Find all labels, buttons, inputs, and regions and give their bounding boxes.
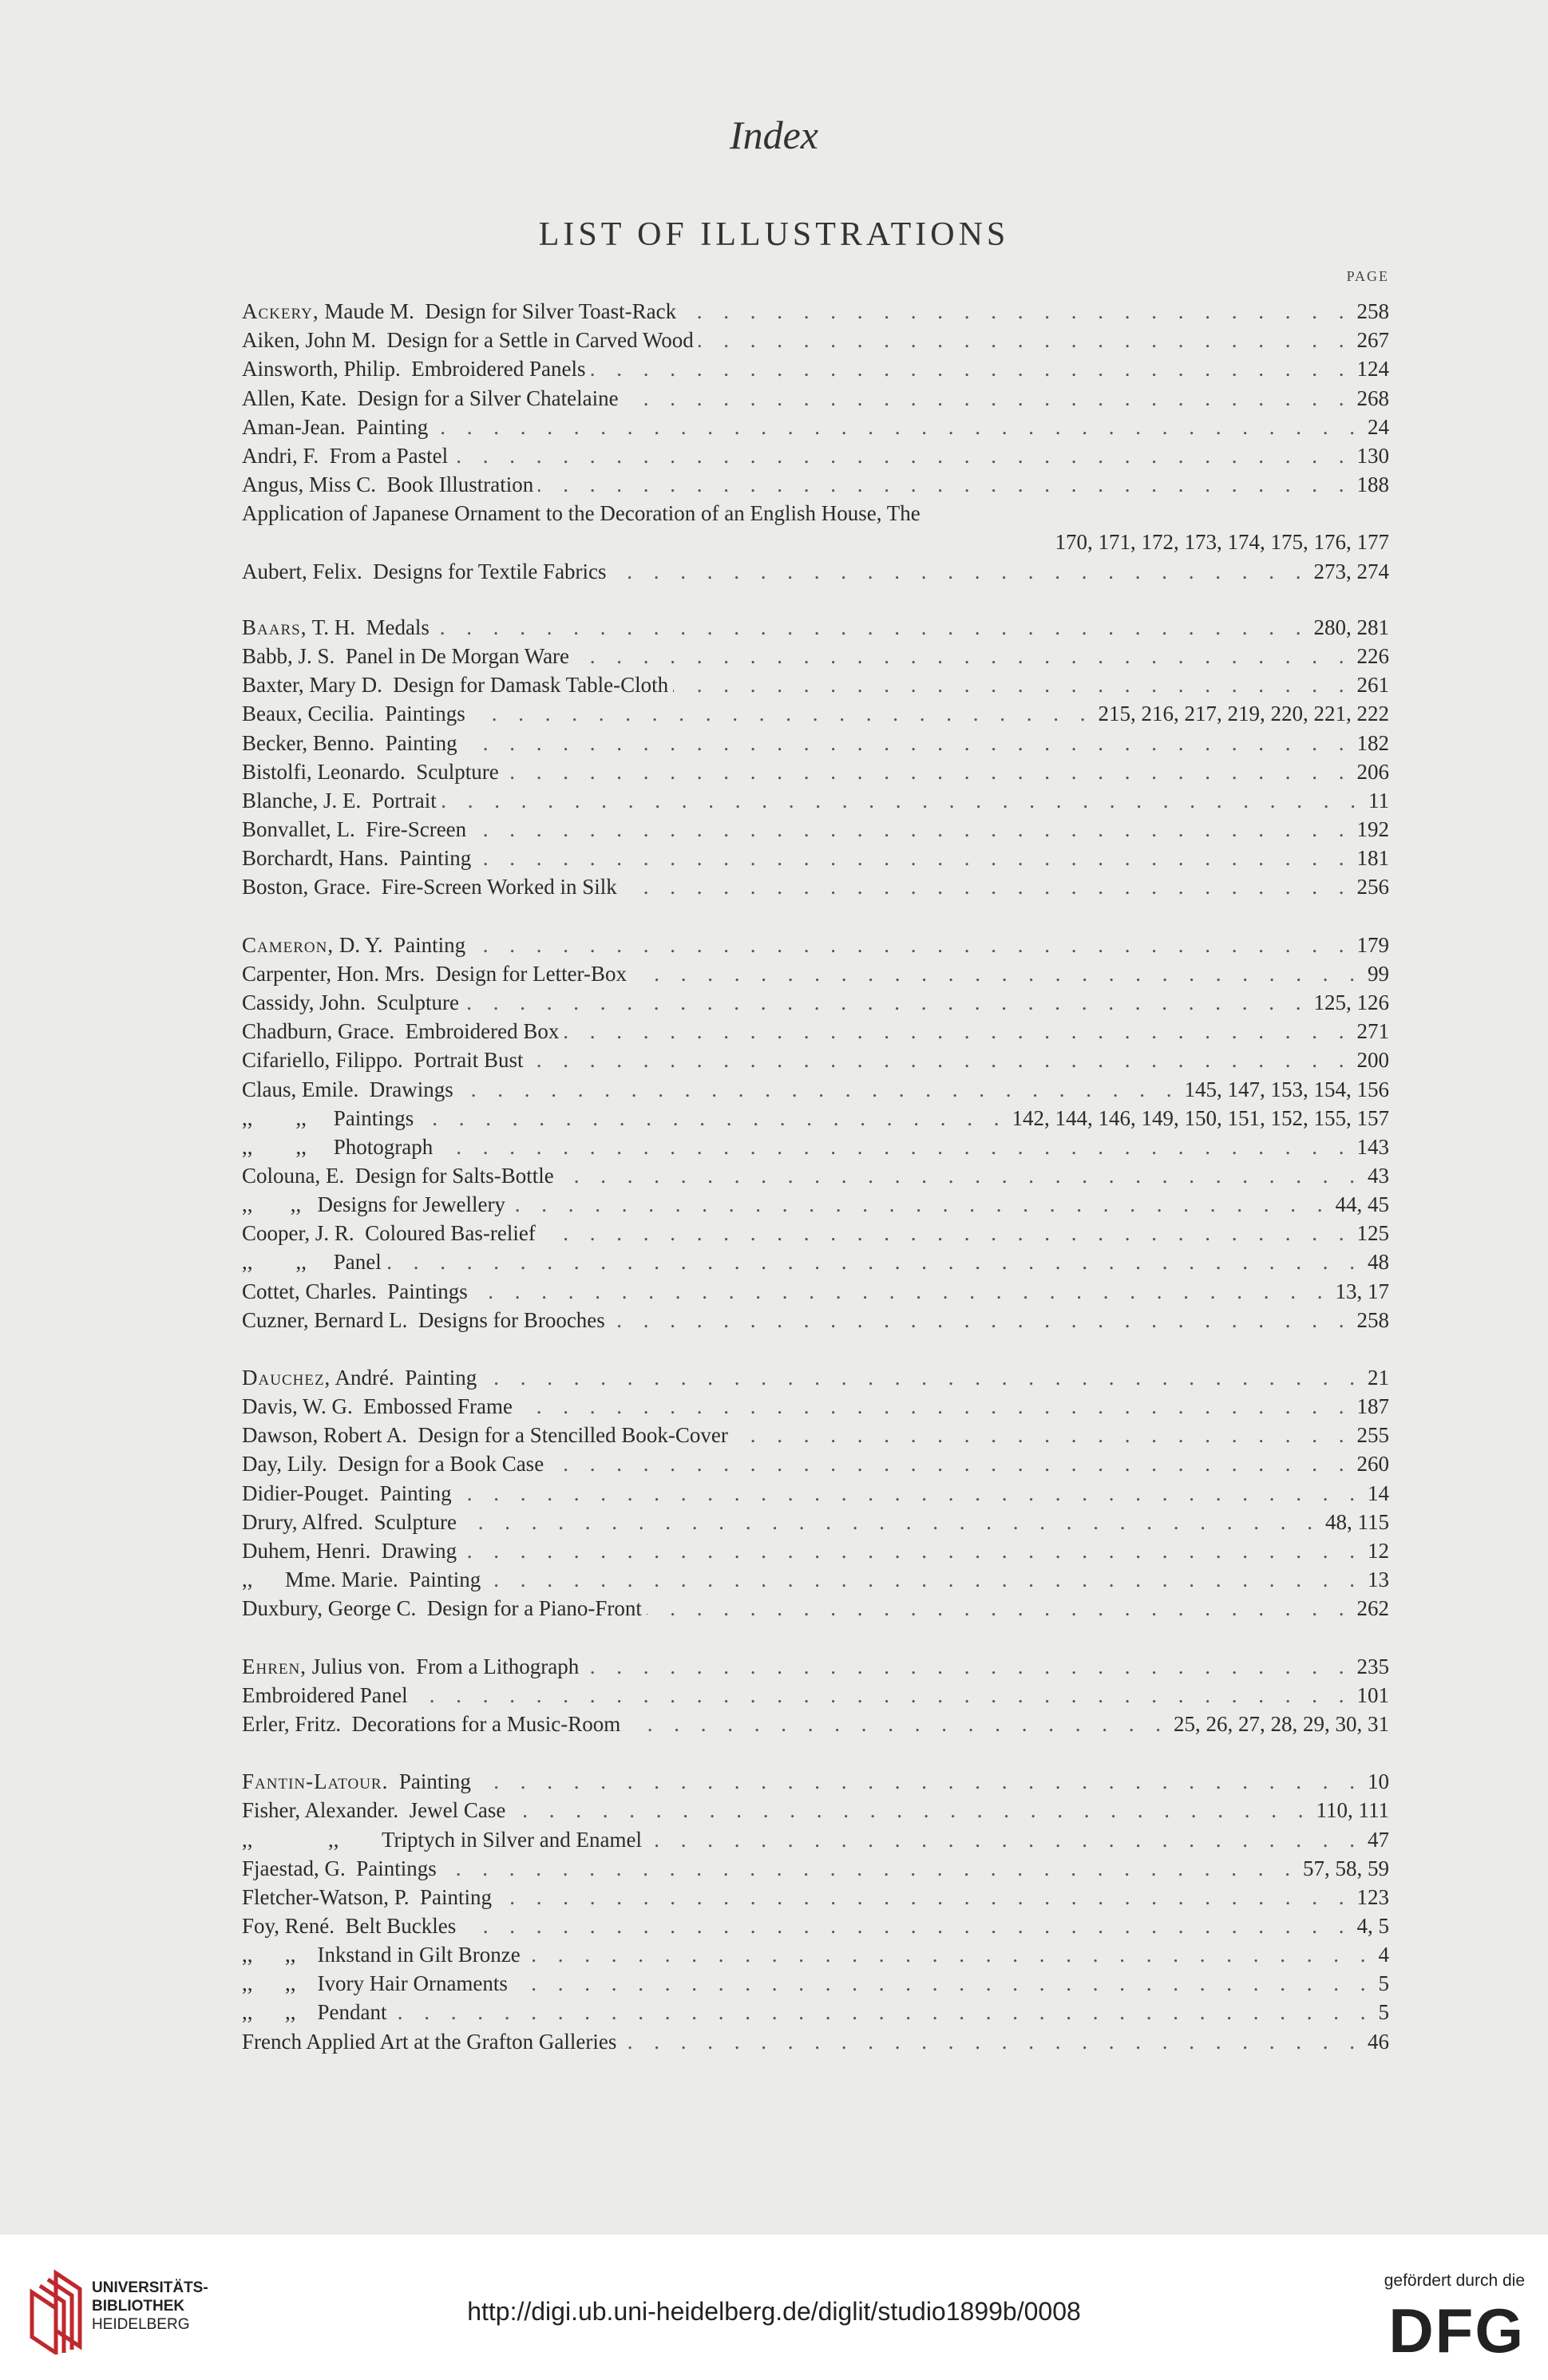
entry-surname: Ackery, xyxy=(242,299,319,323)
entry-description: Painting xyxy=(388,1769,471,1793)
list-item xyxy=(242,1133,1389,1161)
dot-leader xyxy=(470,931,1352,959)
list-item xyxy=(242,931,1389,959)
entry-pages: 181 xyxy=(1356,846,1389,870)
entry-label: Blanche, J. E. Portrait xyxy=(242,789,437,812)
page-column-label: PAGE xyxy=(1346,268,1389,284)
list-item xyxy=(242,959,1389,988)
list-item xyxy=(242,1796,1389,1825)
entry-label: Becker, Benno. Painting xyxy=(242,731,457,755)
entry-pages: 182 xyxy=(1356,731,1389,755)
dot-leader xyxy=(457,1479,1363,1508)
list-item xyxy=(242,1479,1389,1508)
library-name-line1: UNIVERSITÄTS- xyxy=(92,2279,208,2296)
list-item xyxy=(242,757,1389,786)
entry-pages: 235 xyxy=(1356,1655,1389,1678)
dot-leader xyxy=(647,1594,1352,1623)
dot-leader xyxy=(461,1536,1363,1565)
entry-label: Duhem, Henri. Drawing xyxy=(242,1539,457,1563)
entry-pages: 142, 144, 146, 149, 150, 151, 152, 155, 157 xyxy=(1012,1106,1389,1130)
entry-pages: 24 xyxy=(1368,415,1389,439)
entry-label xyxy=(242,931,465,959)
list-item xyxy=(242,872,1389,901)
list-item xyxy=(242,1449,1389,1478)
dot-leader xyxy=(471,815,1352,844)
entry-label: Aman-Jean. Painting xyxy=(242,415,429,439)
entry-pages: 187 xyxy=(1356,1394,1389,1418)
entry-pages: 258 xyxy=(1356,299,1389,323)
entry-label: ,, ,, Ivory Hair Ornaments xyxy=(242,1971,508,1995)
entry-label: Carpenter, Hon. Mrs. Design for Letter-Box xyxy=(242,962,628,986)
dot-leader xyxy=(513,1969,1374,1998)
entry-label: Didier-Pouget. Painting xyxy=(242,1481,452,1505)
entry-pages: 145, 147, 153, 154, 156 xyxy=(1184,1077,1389,1101)
list-item xyxy=(242,1392,1389,1421)
entry-label: Boston, Grace. Fire-Screen Worked in Silk xyxy=(242,875,617,899)
list-item xyxy=(242,2027,1389,2056)
dot-leader xyxy=(476,844,1352,872)
entry-pages: 110, 111 xyxy=(1316,1798,1389,1822)
entry-pages: 48 xyxy=(1368,1250,1389,1274)
dot-leader xyxy=(413,1681,1352,1710)
entry-label: Cuzner, Bernard L. Designs for Brooches xyxy=(242,1308,605,1332)
dot-leader xyxy=(681,297,1352,326)
entry-pages: 14 xyxy=(1368,1481,1389,1505)
dot-leader xyxy=(624,384,1352,413)
list-item xyxy=(242,1681,1389,1710)
list-item xyxy=(242,1969,1389,1998)
entry-label: Foy, René. Belt Buckles xyxy=(242,1914,457,1938)
entry-label: Beaux, Cecilia. Paintings xyxy=(242,702,465,725)
list-item xyxy=(242,1883,1389,1912)
entry-label xyxy=(242,297,676,326)
running-head: Index xyxy=(729,113,819,157)
entry-pages: 192 xyxy=(1356,817,1389,841)
list-item xyxy=(242,1277,1389,1306)
entry-pages: 124 xyxy=(1356,357,1389,381)
list-item xyxy=(242,528,1389,556)
list-item xyxy=(242,1247,1389,1276)
entry-pages: 188 xyxy=(1356,472,1389,496)
list-item xyxy=(242,1075,1389,1104)
dot-leader xyxy=(647,1825,1363,1854)
list-item xyxy=(242,1594,1389,1623)
list-item xyxy=(242,1306,1389,1334)
dot-leader xyxy=(392,1998,1374,2026)
dot-leader xyxy=(476,1767,1363,1796)
entry-pages: 267 xyxy=(1356,328,1389,352)
entry-label: Cottet, Charles. Paintings xyxy=(242,1279,468,1303)
list-item xyxy=(242,1161,1389,1190)
dot-leader xyxy=(481,1363,1363,1392)
list-item xyxy=(242,1998,1389,2026)
list-item xyxy=(242,1104,1389,1133)
list-item xyxy=(242,670,1389,699)
entry-pages: 123 xyxy=(1356,1885,1389,1909)
list-item xyxy=(242,786,1389,815)
entry-label xyxy=(242,613,430,642)
entry-label: Bistolfi, Leonardo. Sculpture xyxy=(242,760,499,784)
dot-leader xyxy=(470,699,1094,728)
dot-leader xyxy=(441,786,1364,815)
library-name-line3: HEIDELBERG xyxy=(92,2316,190,2333)
dot-leader xyxy=(473,1277,1331,1306)
entry-label: Embroidered Panel xyxy=(242,1683,408,1707)
entry-description: Julius von. From a Lithograph xyxy=(306,1655,580,1678)
entry-pages: 215, 216, 217, 219, 220, 221, 222 xyxy=(1098,702,1389,725)
dot-leader xyxy=(437,1133,1352,1161)
dot-leader xyxy=(540,1219,1352,1247)
entry-pages: 273, 274 xyxy=(1313,559,1389,583)
entry-pages: 10 xyxy=(1368,1769,1389,1793)
list-item xyxy=(242,642,1389,670)
sponsor-note: gefördert durch die xyxy=(1384,2271,1525,2290)
library-name-line2: BIBLIOTHEK xyxy=(92,2298,185,2315)
entry-pages: 256 xyxy=(1356,875,1389,899)
entry-description: André. Painting xyxy=(331,1366,477,1390)
entry-label: ,, ,, Paintings xyxy=(242,1106,414,1130)
list-item xyxy=(242,1508,1389,1536)
entry-pages: 125, 126 xyxy=(1313,990,1389,1014)
dot-leader xyxy=(625,1710,1169,1738)
entry-pages: 99 xyxy=(1368,962,1389,986)
dot-leader xyxy=(621,2027,1363,2056)
list-item xyxy=(242,297,1389,326)
entry-label xyxy=(242,1767,471,1796)
entry-pages: 130 xyxy=(1356,444,1389,468)
list-item xyxy=(242,1190,1389,1219)
entry-label: Bonvallet, L. Fire-Screen xyxy=(242,817,467,841)
list-item xyxy=(242,354,1389,383)
entry-pages: 271 xyxy=(1356,1019,1389,1043)
entry-label: Babb, J. S. Panel in De Morgan Ware xyxy=(242,644,570,668)
entry-pages: 13, 17 xyxy=(1335,1279,1389,1303)
list-item xyxy=(242,557,1389,586)
entry-label: ,, ,, Photograph xyxy=(242,1135,434,1159)
entry-label: Fjaestad, G. Paintings xyxy=(242,1856,437,1880)
dot-leader xyxy=(464,988,1309,1017)
dot-leader xyxy=(574,642,1352,670)
dot-leader xyxy=(673,670,1352,699)
entry-pages: 5 xyxy=(1378,1971,1389,1995)
list-item xyxy=(242,844,1389,872)
list-item xyxy=(242,1536,1389,1565)
entry-label: Borchardt, Hans. Painting xyxy=(242,846,472,870)
entry-pages: 262 xyxy=(1356,1596,1389,1620)
list-item xyxy=(242,729,1389,757)
entry-label: Chadburn, Grace. Embroidered Box xyxy=(242,1019,560,1043)
entry-label: Erler, Fritz. Decorations for a Music-Room xyxy=(242,1712,621,1736)
entry-pages: 43 xyxy=(1368,1164,1389,1188)
entry-label: ,, Mme. Marie. Painting xyxy=(242,1568,481,1591)
entry-pages: 258 xyxy=(1356,1308,1389,1332)
dot-leader xyxy=(462,729,1352,757)
dot-leader xyxy=(631,959,1363,988)
entry-label: Day, Lily. Design for a Book Case xyxy=(242,1452,544,1476)
entry-label: Duxbury, George C. Design for a Piano-Front xyxy=(242,1596,642,1620)
entry-pages: 179 xyxy=(1356,933,1389,957)
entry-label: Cooper, J. R. Coloured Bas-relief xyxy=(242,1221,536,1245)
dot-leader xyxy=(386,1247,1363,1276)
list-item xyxy=(242,1219,1389,1247)
entry-pages: 268 xyxy=(1356,386,1389,410)
list-item xyxy=(242,1710,1389,1738)
dot-leader xyxy=(504,757,1352,786)
list-item xyxy=(242,1363,1389,1392)
entry-label: Davis, W. G. Embossed Frame xyxy=(242,1394,513,1418)
dot-leader xyxy=(434,613,1309,642)
entry-label xyxy=(242,1652,579,1681)
entry-label: ,, ,, Inkstand in Gilt Bronze xyxy=(242,1943,521,1967)
list-item xyxy=(242,815,1389,844)
entry-label: Cifariello, Filippo. Portrait Bust xyxy=(242,1048,524,1072)
source-url-link[interactable]: http://digi.ub.uni-heidelberg.de/diglit/studio1899b/0008 xyxy=(467,2297,1081,2326)
dot-leader xyxy=(699,326,1352,354)
entry-label: Angus, Miss C. Book Illustration xyxy=(242,472,534,496)
entry-pages: 13 xyxy=(1368,1568,1389,1591)
list-item xyxy=(242,1565,1389,1594)
dot-leader xyxy=(453,441,1352,470)
dot-leader xyxy=(433,413,1363,441)
entry-label: Dawson, Robert A. Design for a Stencilled Book-Cover xyxy=(242,1423,728,1447)
dot-leader xyxy=(538,470,1352,499)
entry-label: Drury, Alfred. Sculpture xyxy=(242,1510,457,1534)
entry-label: Aubert, Felix. Designs for Textile Fabrics xyxy=(242,559,607,583)
dot-leader xyxy=(510,1190,1331,1219)
footer xyxy=(0,2235,1548,2380)
entry-label: ,, ,, Panel xyxy=(242,1250,382,1274)
entry-label: Application of Japanese Ornament to the Decoration of an English House, The xyxy=(242,501,920,525)
list-item xyxy=(242,1017,1389,1046)
list-item xyxy=(242,1912,1389,1940)
entry-label: French Applied Art at the Grafton Galleries xyxy=(242,2030,617,2054)
entry-label: Allen, Kate. Design for a Silver Chatelaine xyxy=(242,386,619,410)
entry-pages: 280, 281 xyxy=(1313,615,1389,639)
dot-leader xyxy=(441,1854,1298,1883)
entry-description: T. H. Medals xyxy=(307,615,430,639)
entry-pages: 12 xyxy=(1368,1539,1389,1563)
entry-pages: 57, 58, 59 xyxy=(1303,1856,1389,1880)
dot-leader xyxy=(461,1912,1352,1940)
entry-pages: 47 xyxy=(1368,1828,1389,1852)
dot-leader xyxy=(529,1046,1352,1074)
entry-pages: 255 xyxy=(1356,1423,1389,1447)
list-item xyxy=(242,384,1389,413)
entry-pages: 206 xyxy=(1356,760,1389,784)
dot-leader xyxy=(497,1883,1352,1912)
dot-leader xyxy=(559,1161,1363,1190)
dfg-logo: DFG xyxy=(1388,2295,1525,2366)
entry-surname: Ehren, xyxy=(242,1655,307,1678)
entry-label xyxy=(242,1363,477,1392)
list-item xyxy=(242,1652,1389,1681)
entry-pages: 48, 115 xyxy=(1325,1510,1389,1534)
dot-leader xyxy=(525,1940,1374,1969)
entry-pages: 11 xyxy=(1368,789,1389,812)
entry-label: ,, ,, Triptych in Silver and Enamel xyxy=(242,1828,642,1852)
entry-label: ,, ,, Designs for Jewellery xyxy=(242,1192,505,1216)
entry-pages: 4 xyxy=(1378,1943,1389,1967)
list-item xyxy=(242,326,1389,354)
entry-label: Ainsworth, Philip. Embroidered Panels xyxy=(242,357,586,381)
entry-label: Colouna, E. Design for Salts-Bottle xyxy=(242,1164,554,1188)
dot-leader xyxy=(610,1306,1352,1334)
list-item xyxy=(242,1940,1389,1969)
list-item xyxy=(242,1421,1389,1449)
entry-label: Andri, F. From a Pastel xyxy=(242,444,449,468)
entry-label: Aiken, John M. Design for a Settle in Carved Wood xyxy=(242,328,694,352)
list-item xyxy=(242,1825,1389,1854)
dot-leader xyxy=(564,1017,1352,1046)
entry-pages: 143 xyxy=(1356,1135,1389,1159)
dot-leader xyxy=(510,1796,1311,1825)
dot-leader xyxy=(458,1075,1180,1104)
entry-description: D. Y. Painting xyxy=(334,933,466,957)
dot-leader xyxy=(733,1421,1352,1449)
entry-pages: 226 xyxy=(1356,644,1389,668)
entry-pages: 25, 26, 27, 28, 29, 30, 31 xyxy=(1174,1712,1389,1736)
dot-leader xyxy=(418,1104,1007,1133)
dot-leader xyxy=(517,1392,1352,1421)
entry-label: Baxter, Mary D. Design for Damask Table-Cloth xyxy=(242,673,669,697)
entry-label: Claus, Emile. Drawings xyxy=(242,1077,453,1101)
entry-label: Fletcher-Watson, P. Painting xyxy=(242,1885,493,1909)
list-item xyxy=(242,988,1389,1017)
entry-surname: Cameron, xyxy=(242,933,335,957)
list-item xyxy=(242,499,1389,528)
dot-leader xyxy=(590,354,1352,383)
entry-label: ,, ,, Pendant xyxy=(242,2000,387,2024)
dot-leader xyxy=(622,872,1352,901)
entry-pages: 261 xyxy=(1356,673,1389,697)
dot-leader xyxy=(485,1565,1363,1594)
entry-pages: 44, 45 xyxy=(1335,1192,1389,1216)
list-item xyxy=(242,699,1389,728)
dot-leader xyxy=(548,1449,1352,1478)
list-item xyxy=(242,1854,1389,1883)
entry-pages: 200 xyxy=(1356,1048,1389,1072)
entry-label: Cassidy, John. Sculpture xyxy=(242,990,459,1014)
entry-pages: 260 xyxy=(1356,1452,1389,1476)
entry-surname: Dauchez, xyxy=(242,1366,331,1390)
entry-surname: Baars, xyxy=(242,615,307,639)
entry-pages: 4, 5 xyxy=(1356,1914,1389,1938)
entry-pages: 125 xyxy=(1356,1221,1389,1245)
entry-pages: 170, 171, 172, 173, 174, 175, 176, 177 xyxy=(1055,530,1389,554)
list-item xyxy=(242,613,1389,642)
entry-surname: Fantin-Latour. xyxy=(242,1769,389,1793)
entry-pages: 21 xyxy=(1368,1366,1389,1390)
entry-pages: 5 xyxy=(1378,2000,1389,2024)
dot-leader xyxy=(612,557,1309,586)
dot-leader xyxy=(584,1652,1352,1681)
list-item xyxy=(242,1767,1389,1796)
list-item xyxy=(242,441,1389,470)
list-item xyxy=(242,1046,1389,1074)
entry-pages: 46 xyxy=(1368,2030,1389,2054)
list-item xyxy=(242,413,1389,441)
entry-pages: 101 xyxy=(1356,1683,1389,1707)
entry-label: Fisher, Alexander. Jewel Case xyxy=(242,1798,506,1822)
entry-description: Maude M. Design for Silver Toast-Rack xyxy=(319,299,677,323)
list-item xyxy=(242,470,1389,499)
page-title: LIST OF ILLUSTRATIONS xyxy=(538,216,1010,253)
dot-leader xyxy=(461,1508,1320,1536)
